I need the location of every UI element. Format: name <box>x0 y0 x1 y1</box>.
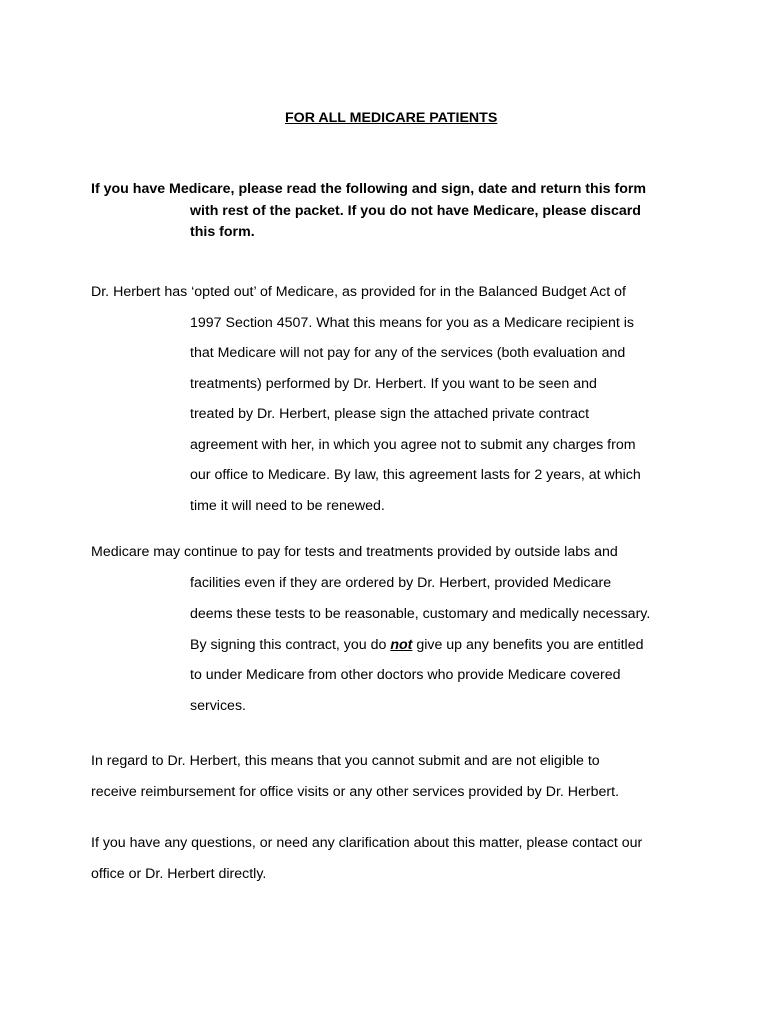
para1-line-7: our office to Medicare. By law, this agreement lasts for 2 years, at which <box>190 467 641 483</box>
para1-line-8: time it will need to be renewed. <box>190 498 385 514</box>
para4-line-1: If you have any questions, or need any clarification about this matter, please contact our <box>91 835 643 851</box>
para3-line-2: receive reimbursement for office visits or any other services provided by Dr. Herbert. <box>91 784 620 800</box>
emphasis-not: not <box>390 637 413 653</box>
para1-line-3: that Medicare will not pay for any of the services (both evaluation and <box>190 345 626 361</box>
intro-line-2: with rest of the packet. If you do not have Medicare, please discard <box>190 203 641 219</box>
para2-line-4-pre: By signing this contract, you do <box>190 637 391 653</box>
para2-line-6: services. <box>190 698 246 714</box>
para1-line-5: treated by Dr. Herbert, please sign the attached private contract <box>190 406 590 422</box>
para2-line-1: Medicare may continue to pay for tests and treatments provided by outside labs and <box>91 544 618 560</box>
para2-line-5: to under Medicare from other doctors who provide Medicare covered <box>190 667 621 683</box>
para1-line-1: Dr. Herbert has ‘opted out’ of Medicare, as provided for in the Balanced Budget Act of <box>91 284 626 300</box>
para2-line-2: facilities even if they are ordered by Dr. Herbert, provided Medicare <box>190 575 612 591</box>
para2-line-4 <box>190 637 643 653</box>
intro-line-1: If you have Medicare, please read the following and sign, date and return this form <box>91 181 646 197</box>
intro-line-3: this form. <box>190 224 255 240</box>
para2-line-3: deems these tests to be reasonable, customary and medically necessary. <box>190 606 651 622</box>
document-title: FOR ALL MEDICARE PATIENTS <box>285 110 498 126</box>
para1-line-6: agreement with her, in which you agree not to submit any charges from <box>190 437 636 453</box>
para3-line-1: In regard to Dr. Herbert, this means that you cannot submit and are not eligible to <box>91 753 600 769</box>
para1-line-4: treatments) performed by Dr. Herbert. If you want to be seen and <box>190 376 597 392</box>
para1-line-2: 1997 Section 4507. What this means for you as a Medicare recipient is <box>190 315 634 331</box>
para4-line-2: office or Dr. Herbert directly. <box>91 866 267 882</box>
para2-line-4-post: give up any benefits you are entitled <box>412 637 644 653</box>
